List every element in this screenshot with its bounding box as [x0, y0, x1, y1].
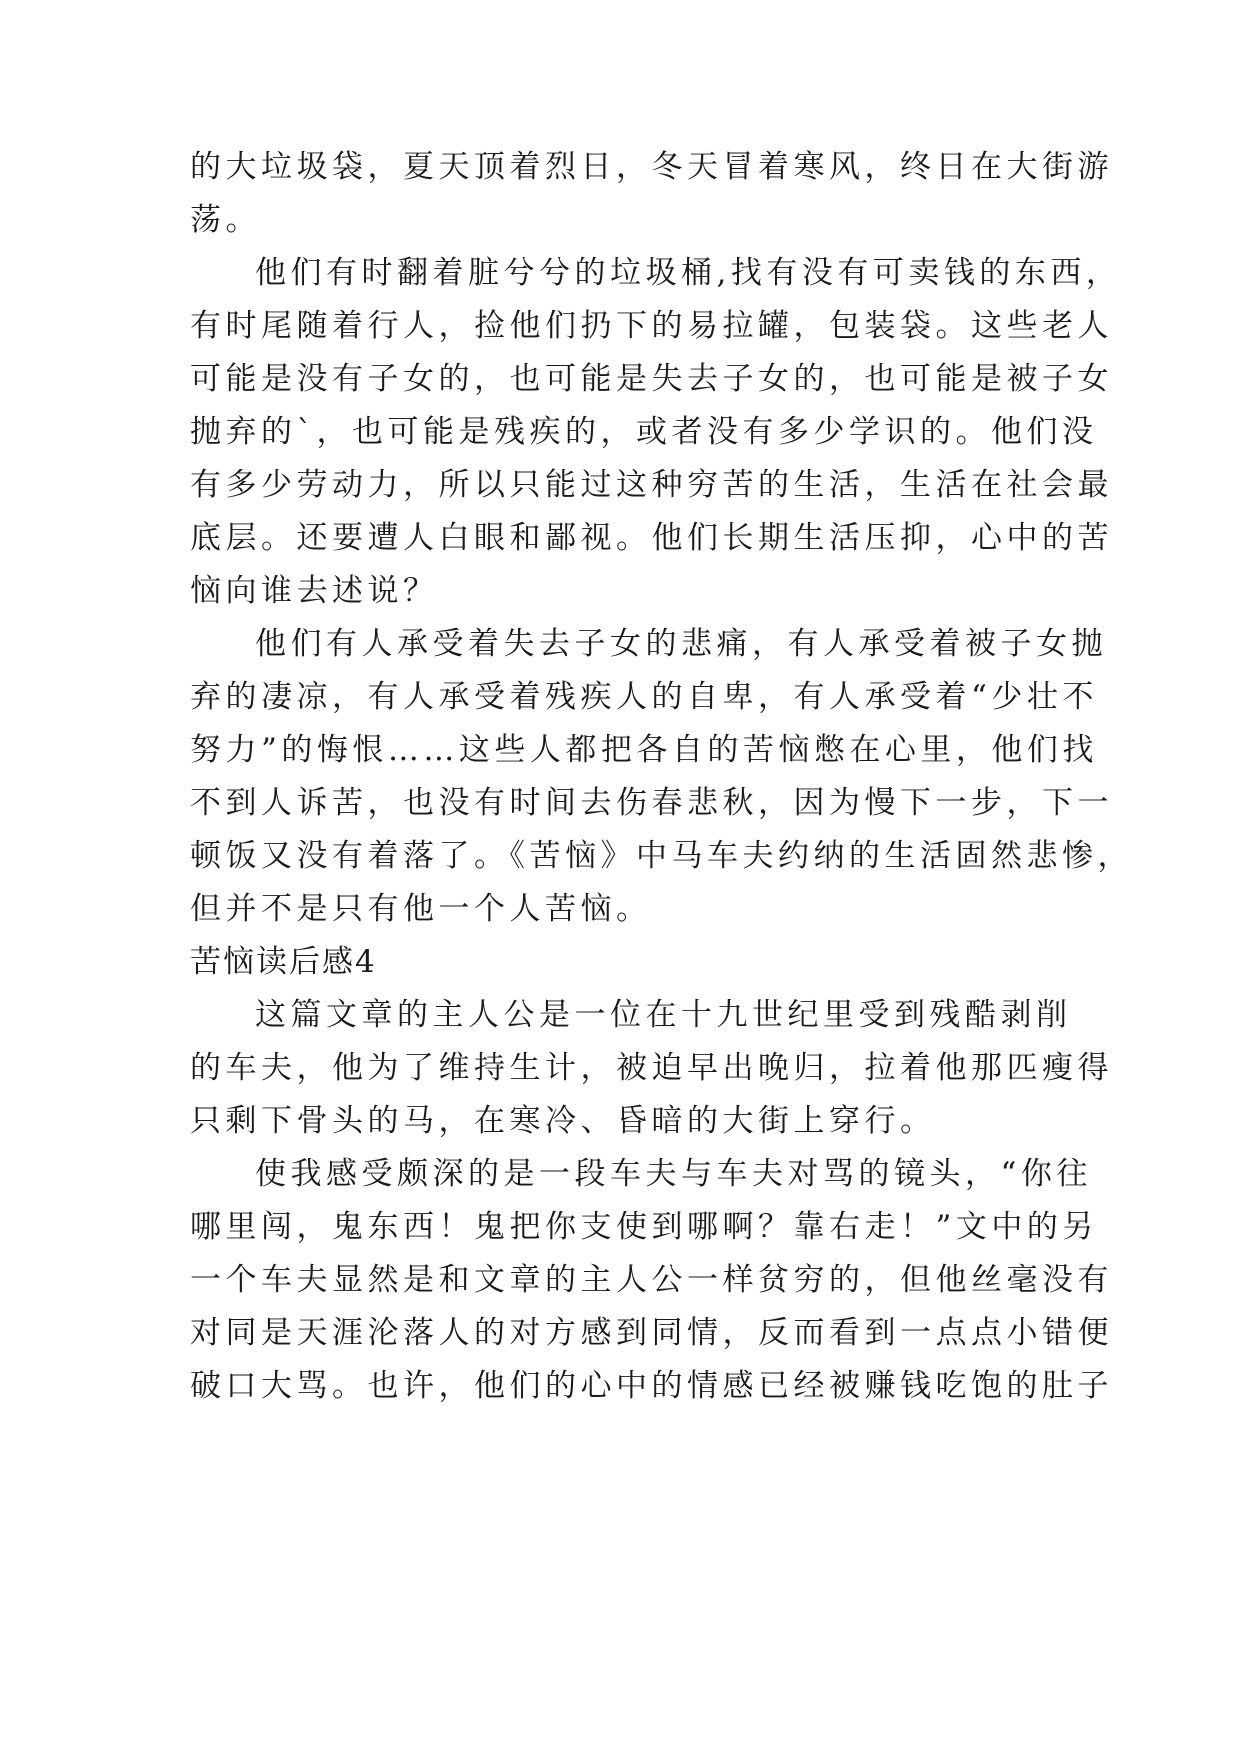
text-line: 对同是天涯沦落人的对方感到同情，反而看到一点点小错便 [190, 1315, 1113, 1351]
text-line: 抛弃的`，也可能是残疾的，或者没有多少学识的。他们没 [190, 414, 1098, 450]
section-heading: 苦恼读后感4 [190, 944, 377, 980]
text-line: 有时尾随着行人，捡他们扔下的易拉罐，包装袋。这些老人 [190, 308, 1113, 344]
text-line: 不到人诉苦，也没有时间去伤春悲秋，因为慢下一步，下一 [190, 785, 1113, 821]
text-line: 的大垃圾袋，夏天顶着烈日，冬天冒着寒风，终日在大街游 [190, 149, 1113, 185]
text-line: 恼向谁去述说？ [190, 573, 439, 609]
text-line: 有多少劳动力，所以只能过这种穷苦的生活，生活在社会最 [190, 467, 1113, 503]
paragraph-start-line: 使我感受颇深的是一段车夫与车夫对骂的镜头，“你往 [255, 1156, 1092, 1192]
text-line: 的车夫，他为了维持生计，被迫早出晚归，拉着他那匹瘦得 [190, 1050, 1113, 1086]
paragraph-start-line: 这篇文章的主人公是一位在十九世纪里受到残酷剥削 [255, 997, 1072, 1033]
text-line: 哪里闯，鬼东西！鬼把你支使到哪啊？靠右走！”文中的另 [190, 1209, 1098, 1245]
text-line: 可能是没有子女的，也可能是失去子女的，也可能是被子女 [190, 361, 1113, 397]
text-line: 荡。 [190, 202, 261, 238]
paragraph-start-line: 他们有人承受着失去子女的悲痛，有人承受着被子女抛 [255, 626, 1107, 662]
text-line: 破口大骂。也许，他们的心中的情感已经被赚钱吃饱的肚子 [190, 1368, 1113, 1404]
text-line: 顿饭又没有着落了。《苦恼》中马车夫约纳的生活固然悲惨， [190, 838, 1133, 874]
text-line: 弃的凄凉，有人承受着残疾人的自卑，有人承受着“少壮不 [190, 679, 1098, 715]
text-line: 努力”的悔恨……这些人都把各自的苦恼憋在心里，他们找 [190, 732, 1098, 768]
text-line: 但并不是只有他一个人苦恼。 [190, 891, 652, 927]
paragraph-start-line: 他们有时翻着脏兮兮的垃圾桶,找有没有可卖钱的东西， [255, 255, 1122, 291]
text-line: 只剩下骨头的马，在寒冷、昏暗的大街上穿行。 [190, 1103, 936, 1139]
text-line: 底层。还要遭人白眼和鄙视。他们长期生活压抑，心中的苦 [190, 520, 1113, 556]
text-line: 一个车夫显然是和文章的主人公一样贫穷的，但他丝毫没有 [190, 1262, 1113, 1298]
